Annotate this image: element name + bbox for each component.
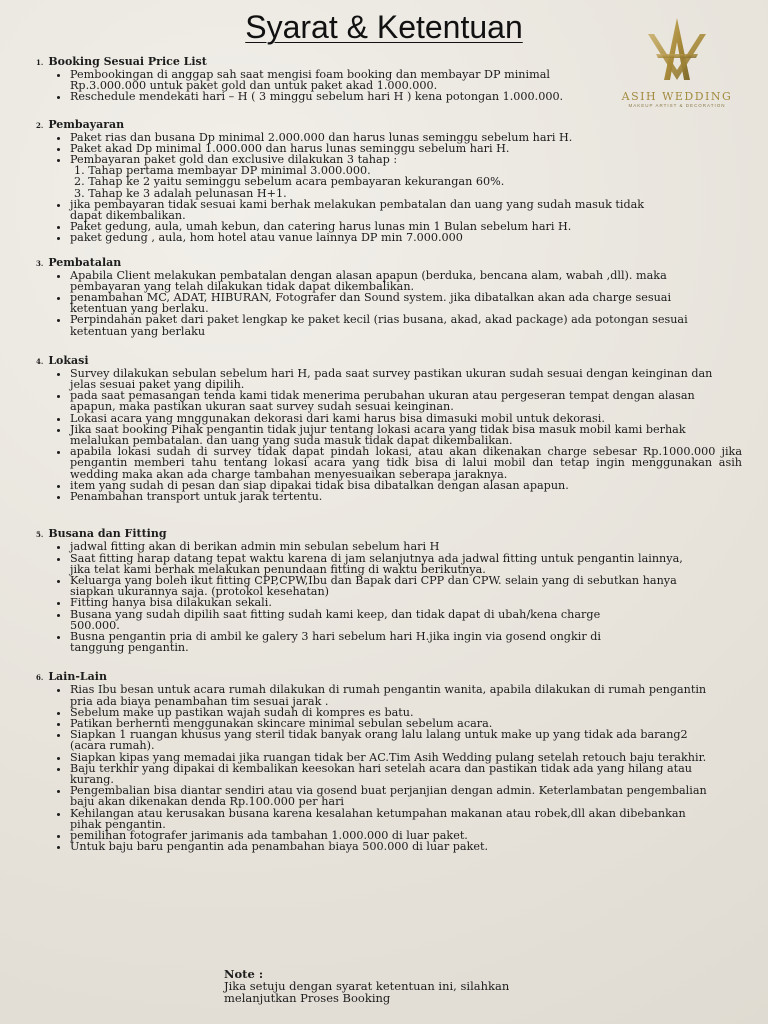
section-booking — [36, 56, 742, 103]
list-item: • Sebelum make up pastikan wajah sudah di kompres es batu. — [70, 707, 710, 718]
list-item: • Keluarga yang boleh ikut fitting CPP,CPW,Ibu dan Bapak dari CPP dan CPW. selain yang di sebutkan hanya siapkan ukurannya saja. (protokol kesehatan) — [70, 575, 690, 597]
step-item: 3. Tahap ke 3 adalah pelunasan H+1. — [74, 186, 287, 200]
list-item: • penambahan MC, ADAT, HIBURAN, Fotografer dan Sound system. jika dibatalkan akan ada charge sesuai ketentuan yang berlaku. — [70, 292, 690, 314]
logo-brand-text: ASIH WEDDING — [621, 90, 733, 103]
step-item: 2. Tahap ke 2 yaitu seminggu sebelum acara pembayaran kekurangan 60%. — [74, 175, 505, 189]
note-line: Jika setuju dengan syarat ketentuan ini, silahkan — [224, 979, 510, 993]
list-item: • Apabila Client melakukan pembatalan dengan alasan apapun (berduka, bencana alam, wabah ,dll). maka pembayaran yang telah dilakukan tidak dapat dikembalikan. — [70, 270, 690, 292]
list-item: • Kehilangan atau kerusakan busana karena kesalahan ketumpahan makanan atau robek,dll akan dibebankan pihak pengantin. — [70, 808, 710, 830]
section-list — [36, 368, 742, 502]
list-item: • Rias Ibu besan untuk acara rumah dilakukan di rumah pengantin wanita, apabila dilakukan di rumah pengantin pria ada biaya penambahan tim sesuai jarak . — [70, 684, 710, 706]
list-item: • Pengembalian bisa diantar sendiri atau via gosend buat perjanjian dengan admin. Keterlambatan pengembalian baju akan dikenakan denda Rp.100.000 per hari — [70, 785, 710, 807]
section-pembayaran — [36, 119, 742, 244]
list-item: • Paket gedung, aula, umah kebun, dan catering harus lunas min 1 Bulan sebelum hari H. — [70, 221, 650, 232]
list-item: • Survey dilakukan sebulan sebelum hari H, pada saat survey pastikan ukuran sudah sesuai dengan keinginan dan jelas sesuai paket yang dipilih. — [70, 368, 742, 390]
list-item: • Siapkan 1 ruangan khusus yang steril tidak banyak orang lalu lalang untuk make up yang tidak ada barang2 (acara rumah). — [70, 729, 710, 751]
list-item: • Reschedule mendekati hari – H ( 3 minggu sebelum hari H ) kena potongan 1.000.000. — [70, 91, 590, 102]
step-item: 1. Tahap pertama membayar DP minimal 3.000.000. — [74, 164, 371, 178]
booking-note — [224, 968, 509, 1004]
list-item: • Saat fitting harap datang tepat waktu karena di jam selanjutnya ada jadwal fitting untuk pengantin lainnya, jika telat kami berhak melakukan penundaan fitting di waktu berikutnya. — [70, 553, 690, 575]
page-title: Syarat & Ketentuan — [245, 9, 523, 45]
list-item: • Busna pengantin pria di ambil ke galery 3 hari sebelum hari H.jika ingin via gosend ongkir di tanggung pengantin. — [70, 631, 610, 653]
section-busana-fitting — [36, 528, 742, 653]
list-item: • paket gedung , aula, hom hotel atau vanue lainnya DP min 7.000.000 — [70, 232, 650, 243]
list-item: • item yang sudah di pesan dan siap dipakai tidak bisa dibatalkan dengan alasan apapun. — [70, 480, 742, 491]
list-item: • Untuk baju baru pengantin ada penambahan biaya 500.000 di luar paket. — [70, 841, 710, 852]
list-item: • Patikan berhernti menggunakan skincare minimal sebulan sebelum acara. — [70, 718, 710, 729]
list-item: • pemilihan fotografer jarimanis ada tambahan 1.000.000 di luar paket. — [70, 830, 710, 841]
list-item: • Fitting hanya bisa dilakukan sekali. — [70, 597, 690, 608]
section-heading: 4. Lokasi — [36, 353, 89, 367]
section-pembatalan — [36, 257, 742, 337]
section-heading: 3. Pembatalan — [36, 255, 122, 269]
note-line: melanjutkan Proses Booking — [224, 991, 391, 1005]
list-item: • Jika saat booking Pihak pengantin tidak jujur tentang lokasi acara yang tidak bisa masuk mobil kami berhak melalukan pembatalan. dan uang yang suda masuk tidak dapat dikembalikan. — [70, 424, 742, 446]
list-item: • Siapkan kipas yang memadai jika ruangan tidak ber AC.Tim Asih Wedding pulang setelah retouch baju terakhir. — [70, 752, 710, 763]
section-list — [36, 132, 650, 166]
list-item: • Paket akad Dp minimal 1.000.000 dan harus lunas seminggu sebelum hari H. — [70, 143, 650, 154]
section-lokasi — [36, 355, 742, 502]
list-item: • Baju terkhir yang dipakai di kembalikan keesokan hari setelah acara dan pastikan tidak ada yang hilang atau kurang. — [70, 763, 710, 785]
note-heading: Note : — [224, 967, 264, 981]
section-heading: 5. Busana dan Fitting — [36, 527, 167, 541]
section-list — [36, 270, 690, 337]
section-list — [36, 684, 710, 852]
list-item: • Busana yang sudah dipilih saat fitting sudah kami keep, dan tidak dapat di ubah/kena charge 500.000. — [70, 609, 610, 631]
section-list — [36, 199, 650, 244]
list-item: • apabila lokasi sudah di survey tidak dapat pindah lokasi, atau akan dikenakan charge sebesar Rp.1000.000 jika pengantin memberi tahu tentang lokasi acara yang tidk bisa di lalui mobil dan tetap ingin menggunakan asih wedding maka akan ada charge tambahan menyesuaikan seberapa jaraknya. — [70, 446, 742, 480]
list-item: • Pembayaran paket gold dan exclusive dilakukan 3 tahap : — [70, 154, 650, 165]
terms-content — [36, 54, 742, 852]
section-lain-lain — [36, 671, 742, 852]
list-item: • Pembookingan di anggap sah saat mengisi foam booking dan membayar DP minimal Rp.3.000.000 untuk paket gold dan untuk paket akad 1.000.000. — [70, 69, 590, 91]
payment-steps — [36, 165, 742, 199]
logo-tagline: MAKEUP ARTIST & DECORATION — [628, 103, 726, 108]
list-item: • jadwal fitting akan di berikan admin min sebulan sebelum hari H — [70, 541, 690, 552]
section-heading: 1. Booking Sesuai Price List — [36, 55, 207, 68]
section-list — [36, 541, 690, 653]
list-item: • jika pembayaran tidak sesuai kami berhak melakukan pembatalan dan uang yang sudah masuk tidak dapat dikembalikan. — [70, 199, 650, 221]
section-heading: 6. Lain-Lain — [36, 670, 107, 684]
list-item: • Lokasi acara yang mnggunakan dekorasi dari kami harus bisa dimasuki mobil untuk dekorasi. — [70, 413, 742, 424]
list-item: • Perpindahan paket dari paket lengkap ke paket kecil (rias busana, akad, akad package) ada potongan sesuai ketentuan yang berlaku — [70, 314, 690, 336]
list-item: • Paket rias dan busana Dp minimal 2.000.000 dan harus lunas seminggu sebelum hari H. — [70, 132, 650, 143]
section-list — [36, 69, 590, 103]
list-item: • Penambahan transport untuk jarak tertentu. — [70, 491, 742, 502]
list-item: • pada saat pemasangan tenda kami tidak menerima perubahan ukuran atau pergeseran tempat dengan alasan apapun, maka pastikan ukuran saat survey sudah sesuai keinginan. — [70, 390, 742, 412]
section-heading: 2. Pembayaran — [36, 117, 125, 131]
